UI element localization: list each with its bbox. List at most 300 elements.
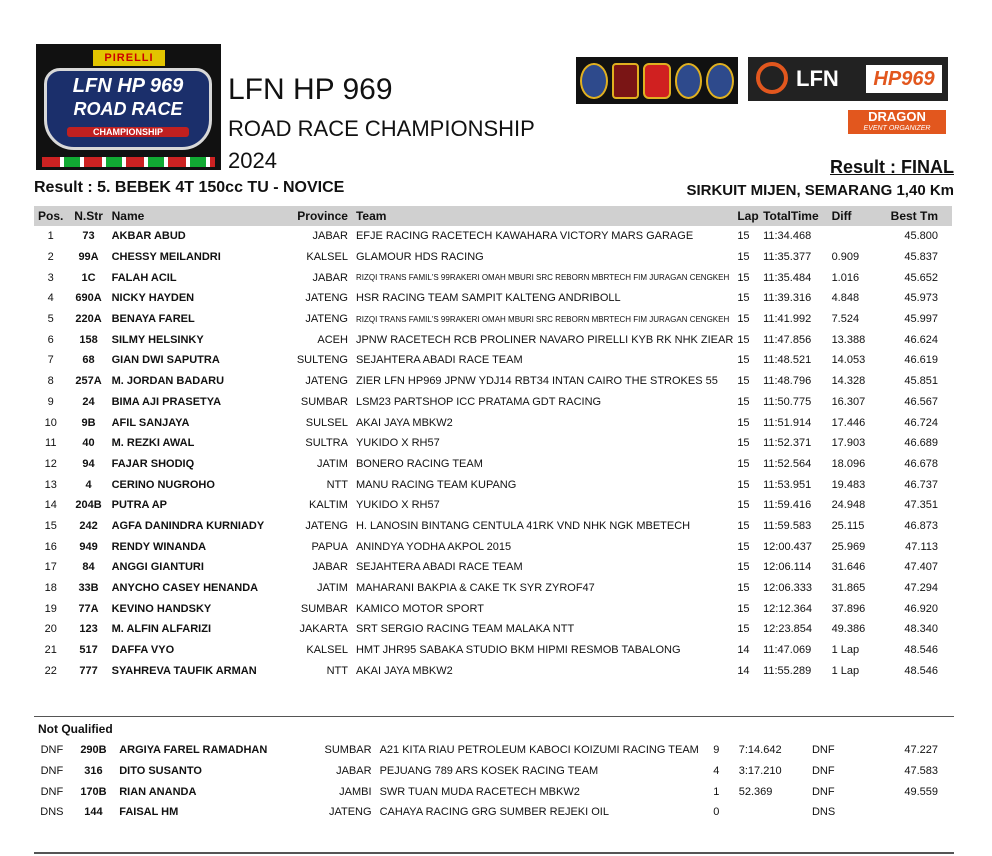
cell-best: 47.351 xyxy=(904,499,938,512)
table-row xyxy=(34,350,952,371)
table-row xyxy=(34,740,952,761)
not-qualified-table xyxy=(34,740,952,823)
emblem-icon xyxy=(580,63,608,99)
cell-name: RENDY WINANDA xyxy=(111,540,207,553)
cell-best: 45.837 xyxy=(904,251,938,264)
cell-team: CAHAYA RACING GRG SUMBER REJEKI OIL xyxy=(379,806,609,819)
col-name: Name xyxy=(111,209,145,223)
cell-lap: 15 xyxy=(737,313,750,326)
cell-best xyxy=(871,802,952,823)
table-row xyxy=(34,474,952,495)
cell-pos: DNF xyxy=(40,785,64,798)
cell-lap: 15 xyxy=(737,623,750,636)
cell-diff: DNF xyxy=(811,785,835,798)
table-row xyxy=(34,781,952,802)
table-row xyxy=(34,247,952,268)
cell-lap: 15 xyxy=(737,292,750,305)
cell-team: MANU RACING TEAM KUPANG xyxy=(355,478,517,491)
cell-diff: 1 Lap xyxy=(831,664,860,677)
hp969-text: HP969 xyxy=(866,65,942,93)
table-row xyxy=(34,329,952,350)
cell-province: SULSEL xyxy=(305,416,348,429)
cell-lap: 9 xyxy=(713,744,720,757)
table-row xyxy=(34,454,952,475)
cell-team: A21 KITA RIAU PETROLEUM KABOCI KOIZUMI RACING TEAM xyxy=(379,744,699,757)
cell-diff: 18.096 xyxy=(831,457,866,470)
cell-province: SUMBAR xyxy=(300,395,348,408)
logo-shield xyxy=(44,68,212,150)
emblem-icon xyxy=(675,63,703,99)
cell-pos: 8 xyxy=(47,375,54,388)
cell-best: 48.546 xyxy=(904,644,938,657)
cell-province: JABAR xyxy=(312,271,348,284)
col-best: Best Tm xyxy=(890,209,938,223)
cell-province: NTT xyxy=(326,478,348,491)
cell-name: BENAYA FAREL xyxy=(111,313,195,326)
cell-totaltime: 52.369 xyxy=(738,785,773,798)
cell-totaltime: 11:59.583 xyxy=(763,519,812,532)
cell-number: 1C xyxy=(81,271,96,284)
table-row xyxy=(34,433,952,454)
emblem-icon xyxy=(706,63,734,99)
cell-province: JATENG xyxy=(305,519,348,532)
cell-pos: 6 xyxy=(47,333,54,346)
cell-province: PAPUA xyxy=(311,540,348,553)
cell-team: BONERO RACING TEAM xyxy=(355,457,483,470)
table-row xyxy=(34,802,952,823)
cell-lap: 0 xyxy=(713,806,720,819)
cell-lap: 15 xyxy=(737,271,750,284)
cell-diff: 14.328 xyxy=(831,375,866,388)
cell-team: YUKIDO X RH57 xyxy=(355,499,440,512)
cell-diff: 4.848 xyxy=(831,292,860,305)
cell-name: KEVINO HANDSKY xyxy=(111,602,212,615)
table-row xyxy=(34,267,952,288)
cell-team: HSR RACING TEAM SAMPIT KALTENG ANDRIBOLL xyxy=(355,292,621,305)
cell-totaltime: 11:35.377 xyxy=(763,251,812,264)
cell-lap: 15 xyxy=(737,375,750,388)
cell-pos: DNF xyxy=(40,744,64,757)
cell-name: M. REZKI AWAL xyxy=(111,437,195,450)
table-row xyxy=(34,557,952,578)
cell-name: CERINO NUGROHO xyxy=(111,478,215,491)
cell-pos: 22 xyxy=(44,664,57,677)
cell-lap: 15 xyxy=(737,230,750,243)
cell-totaltime: 12:00.437 xyxy=(763,540,812,553)
table-row xyxy=(34,516,952,537)
cell-number: 220A xyxy=(75,313,102,326)
cell-best: 45.973 xyxy=(904,292,938,305)
cell-diff: 1 Lap xyxy=(831,644,860,657)
cell-pos: 11 xyxy=(45,437,57,450)
event-year: 2024 xyxy=(228,148,277,173)
cell-diff: 1.016 xyxy=(831,271,860,284)
cell-totaltime: 11:48.521 xyxy=(763,354,812,367)
cell-diff: DNF xyxy=(811,765,835,778)
cell-best: 45.997 xyxy=(904,313,938,326)
cell-totaltime: 3:17.210 xyxy=(738,765,782,778)
cell-diff: 19.483 xyxy=(831,478,866,491)
cell-lap: 4 xyxy=(713,765,720,778)
lfn-hp969-logo xyxy=(748,57,948,101)
government-badges xyxy=(576,57,738,104)
cell-team: EFJE RACING RACETECH KAWAHARA VICTORY MARS GARAGE xyxy=(355,230,694,243)
cell-number: 68 xyxy=(82,354,95,367)
cell-name: M. JORDAN BADARU xyxy=(111,375,225,388)
cell-totaltime: 11:48.796 xyxy=(763,375,812,388)
table-row xyxy=(34,288,952,309)
bottom-divider xyxy=(34,852,954,854)
cell-lap: 15 xyxy=(737,416,750,429)
circuit-info: SIRKUIT MIJEN, SEMARANG 1,40 Km xyxy=(686,182,954,199)
cell-best: 46.689 xyxy=(904,437,938,450)
cell-number: 290B xyxy=(80,744,107,757)
cell-number: 517 xyxy=(79,644,98,657)
cell-name: FAJAR SHODIQ xyxy=(111,457,195,470)
cell-totaltime: 11:47.856 xyxy=(763,333,812,346)
nq-body xyxy=(34,740,952,823)
results-table xyxy=(34,206,952,681)
cell-team: LSM23 PARTSHOP ICC PRATAMA GDT RACING xyxy=(355,395,602,408)
cell-best: 46.619 xyxy=(904,354,938,367)
championship-logo xyxy=(36,44,221,170)
cell-number: 949 xyxy=(79,540,98,553)
cell-name: DITO SUSANTO xyxy=(119,765,202,778)
cell-best: 45.851 xyxy=(904,375,938,388)
cell-totaltime: 11:41.992 xyxy=(763,313,812,326)
cell-name: ARGIYA FAREL RAMADHAN xyxy=(119,744,268,757)
table-row xyxy=(34,371,952,392)
cell-totaltime: 11:52.371 xyxy=(763,437,812,450)
cell-lap: 15 xyxy=(737,251,750,264)
cell-name: AKBAR ABUD xyxy=(111,230,186,243)
cell-lap: 15 xyxy=(737,561,750,574)
cell-pos: 9 xyxy=(47,395,54,408)
table-row xyxy=(34,578,952,599)
class-result-title: Result : 5. BEBEK 4T 150cc TU - NOVICE xyxy=(34,179,345,196)
table-header xyxy=(34,206,952,226)
cell-lap: 15 xyxy=(737,519,750,532)
cell-number: 316 xyxy=(84,765,103,778)
cell-team: SRT SERGIO RACING TEAM MALAKA NTT xyxy=(355,623,575,636)
cell-name: BIMA AJI PRASETYA xyxy=(111,395,222,408)
cell-lap: 15 xyxy=(737,582,750,595)
cell-number: 123 xyxy=(79,623,98,636)
cell-diff xyxy=(830,226,883,247)
dragon-eo-logo xyxy=(848,110,946,134)
cell-number: 99A xyxy=(78,251,99,264)
cell-number: 33B xyxy=(78,582,99,595)
cell-team: AKAI JAYA MBKW2 xyxy=(355,664,453,677)
emblem-icon xyxy=(643,63,671,99)
cell-diff: 14.053 xyxy=(831,354,866,367)
cell-number: 73 xyxy=(82,230,95,243)
event-title: LFN HP 969 xyxy=(228,73,393,106)
cell-pos: DNS xyxy=(40,806,64,819)
cell-number: 777 xyxy=(79,664,98,677)
cell-team: GLAMOUR HDS RACING xyxy=(355,251,484,264)
cell-number: 144 xyxy=(84,806,103,819)
cell-pos: 4 xyxy=(47,292,54,305)
cell-best: 47.227 xyxy=(904,744,938,757)
cell-best: 46.724 xyxy=(904,416,938,429)
cell-province: SUMBAR xyxy=(324,744,372,757)
cell-totaltime: 11:53.951 xyxy=(763,478,812,491)
cell-number: 84 xyxy=(82,561,95,574)
cell-pos: 19 xyxy=(44,602,57,615)
cell-name: FAISAL HM xyxy=(119,806,179,819)
cell-province: KALTIM xyxy=(309,499,348,512)
cell-totaltime: 12:06.333 xyxy=(763,582,812,595)
cell-totaltime: 11:51.914 xyxy=(763,416,812,429)
cell-totaltime: 7:14.642 xyxy=(738,744,782,757)
cell-best: 46.678 xyxy=(904,457,938,470)
cell-name: NICKY HAYDEN xyxy=(111,292,195,305)
col-pos: Pos. xyxy=(38,209,64,223)
cell-totaltime: 12:12.364 xyxy=(763,602,812,615)
cell-totaltime: 11:52.564 xyxy=(763,457,812,470)
cell-name: SILMY HELSINKY xyxy=(111,333,204,346)
cell-pos: 18 xyxy=(44,582,57,595)
col-number: N.Str xyxy=(74,209,103,223)
cell-number: 690A xyxy=(75,292,102,305)
cell-pos: 16 xyxy=(44,540,57,553)
cell-team: ANINDYA YODHA AKPOL 2015 xyxy=(355,540,512,553)
cell-diff: 17.903 xyxy=(831,437,866,450)
cell-lap: 15 xyxy=(737,499,750,512)
cell-best: 46.737 xyxy=(904,478,938,491)
cell-lap: 15 xyxy=(737,354,750,367)
cell-number: 158 xyxy=(79,333,98,346)
cell-diff: 37.896 xyxy=(831,602,866,615)
cell-pos: 13 xyxy=(44,478,57,491)
cell-best: 46.567 xyxy=(904,395,938,408)
table-row xyxy=(34,392,952,413)
cell-pos: 10 xyxy=(44,416,57,429)
cell-name: DAFFA VYO xyxy=(111,644,175,657)
cell-totaltime: 12:06.114 xyxy=(763,561,812,574)
dragon-subtext: EVENT ORGANIZER xyxy=(863,125,931,132)
cell-diff: 31.865 xyxy=(831,582,866,595)
cell-team: RIZQI TRANS FAMIL'S 99RAKERI OMAH MBURI SRC REBORN MBRTECH FIM JURAGAN CENGKEH xyxy=(355,273,730,283)
cell-pos: 7 xyxy=(47,354,54,367)
cell-diff: 49.386 xyxy=(831,623,866,636)
col-team: Team xyxy=(355,209,387,223)
cell-totaltime xyxy=(737,802,810,823)
cell-best: 45.800 xyxy=(904,230,938,243)
cell-team: ZIER LFN HP969 JPNW YDJ14 RBT34 INTAN CAIRO THE STROKES 55 xyxy=(355,375,718,388)
cell-number: 40 xyxy=(82,437,95,450)
cell-totaltime: 11:39.316 xyxy=(763,292,812,305)
cell-lap: 14 xyxy=(737,664,750,677)
cell-diff: 16.307 xyxy=(831,395,866,408)
cell-pos: 5 xyxy=(47,313,54,326)
dragon-text: DRAGON xyxy=(868,109,926,124)
cell-best: 47.407 xyxy=(904,561,938,574)
cell-lap: 15 xyxy=(737,457,750,470)
cell-number: 9B xyxy=(81,416,96,429)
cell-province: JATENG xyxy=(305,292,348,305)
cell-province: JATIM xyxy=(317,457,348,470)
section-divider xyxy=(34,716,954,717)
logo-line-2: ROAD RACE xyxy=(73,99,183,119)
table-row xyxy=(34,640,952,661)
cell-diff: 7.524 xyxy=(831,313,860,326)
cell-pos: 21 xyxy=(44,644,57,657)
cell-number: 24 xyxy=(82,395,95,408)
cell-totaltime: 11:50.775 xyxy=(763,395,812,408)
table-row xyxy=(34,309,952,330)
cell-name: ANGGI GIANTURI xyxy=(111,561,204,574)
cell-name: SYAHREVA TAUFIK ARMAN xyxy=(111,664,257,677)
cell-name: ANYCHO CASEY HENANDA xyxy=(111,582,259,595)
col-province: Province xyxy=(297,209,348,223)
cell-team: JPNW RACETECH RCB PROLINER NAVARO PIRELLI KYB RK NHK ZIEAR xyxy=(355,333,734,346)
sponsor-strip xyxy=(42,157,215,167)
cell-province: ACEH xyxy=(317,333,348,346)
cell-province: KALSEL xyxy=(306,251,348,264)
cell-name: AFIL SANJAYA xyxy=(111,416,190,429)
cell-province: JATENG xyxy=(305,375,348,388)
pirelli-logo: PIRELLI xyxy=(93,50,165,66)
cell-diff: DNF xyxy=(811,744,835,757)
cell-best: 48.340 xyxy=(904,623,938,636)
cell-province: SULTRA xyxy=(305,437,348,450)
cell-number: 77A xyxy=(78,602,99,615)
lfn-circle-icon xyxy=(756,62,788,94)
cell-team: HMT JHR95 SABAKA STUDIO BKM HIPMI RESMOB TABALONG xyxy=(355,644,681,657)
cell-lap: 15 xyxy=(737,478,750,491)
cell-best: 46.624 xyxy=(904,333,938,346)
cell-lap: 15 xyxy=(737,540,750,553)
cell-province: JABAR xyxy=(312,230,348,243)
cell-name: RIAN ANANDA xyxy=(119,785,197,798)
cell-name: PUTRA AP xyxy=(111,499,168,512)
cell-pos: DNF xyxy=(40,765,64,778)
cell-province: JATENG xyxy=(305,313,348,326)
cell-team: H. LANOSIN BINTANG CENTULA 41RK VND NHK NGK MBETECH xyxy=(355,519,691,532)
cell-best: 48.546 xyxy=(904,664,938,677)
cell-totaltime: 11:47.069 xyxy=(763,644,812,657)
cell-totaltime: 11:35.484 xyxy=(763,271,812,284)
table-row xyxy=(34,619,952,640)
cell-province: SULTENG xyxy=(296,354,348,367)
cell-province: NTT xyxy=(326,664,348,677)
emblem-icon xyxy=(612,63,640,99)
table-row xyxy=(34,660,952,681)
cell-lap: 1 xyxy=(713,785,720,798)
cell-pos: 15 xyxy=(44,519,57,532)
cell-team: PEJUANG 789 ARS KOSEK RACING TEAM xyxy=(379,765,599,778)
cell-pos: 2 xyxy=(47,251,54,264)
cell-team: SEJAHTERA ABADI RACE TEAM xyxy=(355,354,523,367)
cell-pos: 12 xyxy=(44,457,57,470)
cell-number: 242 xyxy=(79,519,98,532)
cell-province: SUMBAR xyxy=(300,602,348,615)
cell-number: 94 xyxy=(82,457,95,470)
table-row xyxy=(34,412,952,433)
cell-province: JAMBI xyxy=(339,785,372,798)
cell-team: RIZQI TRANS FAMIL'S 99RAKERI OMAH MBURI SRC REBORN MBRTECH FIM JURAGAN CENGKEH xyxy=(355,314,730,324)
col-totaltime: TotalTime xyxy=(763,209,819,223)
cell-name: CHESSY MEILANDRI xyxy=(111,251,221,264)
cell-lap: 15 xyxy=(737,602,750,615)
cell-number: 257A xyxy=(75,375,102,388)
cell-province: JATIM xyxy=(317,582,348,595)
cell-pos: 20 xyxy=(44,623,57,636)
event-subtitle: ROAD RACE CHAMPIONSHIP xyxy=(228,116,535,141)
cell-team: YUKIDO X RH57 xyxy=(355,437,440,450)
cell-best: 46.920 xyxy=(904,602,938,615)
cell-best: 47.583 xyxy=(904,765,938,778)
cell-province: JATENG xyxy=(328,806,372,819)
cell-lap: 15 xyxy=(737,333,750,346)
cell-diff: 31.646 xyxy=(831,561,866,574)
cell-totaltime: 11:59.416 xyxy=(763,499,812,512)
col-lap: Lap xyxy=(737,209,759,223)
table-row xyxy=(34,536,952,557)
cell-diff: 24.948 xyxy=(831,499,866,512)
lfn-text: LFN xyxy=(796,66,839,91)
cell-diff: 13.388 xyxy=(831,333,866,346)
cell-best: 47.294 xyxy=(904,582,938,595)
cell-name: GIAN DWI SAPUTRA xyxy=(111,354,220,367)
cell-team: SWR TUAN MUDA RACETECH MBKW2 xyxy=(379,785,580,798)
cell-pos: 3 xyxy=(47,271,54,284)
cell-diff: 17.446 xyxy=(831,416,866,429)
logo-line-3: CHAMPIONSHIP xyxy=(67,127,189,137)
cell-diff: DNS xyxy=(811,806,836,819)
cell-team: KAMICO MOTOR SPORT xyxy=(355,602,484,615)
cell-best: 49.559 xyxy=(904,785,938,798)
cell-diff: 25.115 xyxy=(831,519,865,532)
cell-totaltime: 11:55.289 xyxy=(763,664,812,677)
cell-team: AKAI JAYA MBKW2 xyxy=(355,416,453,429)
cell-pos: 1 xyxy=(47,230,54,243)
table-row xyxy=(34,598,952,619)
cell-lap: 14 xyxy=(737,644,750,657)
cell-name: M. ALFIN ALFARIZI xyxy=(111,623,212,636)
results-body xyxy=(34,226,952,681)
col-diff: Diff xyxy=(831,209,852,223)
cell-team: MAHARANI BAKPIA & CAKE TK SYR ZYROF47 xyxy=(355,582,595,595)
cell-province: JAKARTA xyxy=(299,623,348,636)
cell-best: 47.113 xyxy=(905,540,938,553)
cell-name: AGFA DANINDRA KURNIADY xyxy=(111,519,265,532)
cell-best: 45.652 xyxy=(904,271,938,284)
cell-totaltime: 11:34.468 xyxy=(763,230,812,243)
cell-diff: 0.909 xyxy=(831,251,860,264)
logo-line-1: LFN HP 969 xyxy=(72,75,184,97)
cell-pos: 17 xyxy=(44,561,57,574)
cell-province: KALSEL xyxy=(306,644,348,657)
table-row xyxy=(34,226,952,247)
cell-lap: 15 xyxy=(737,437,750,450)
cell-number: 4 xyxy=(85,478,92,491)
cell-totaltime: 12:23.854 xyxy=(763,623,812,636)
table-row xyxy=(34,495,952,516)
cell-number: 204B xyxy=(75,499,102,512)
cell-diff: 25.969 xyxy=(831,540,866,553)
cell-team: SEJAHTERA ABADI RACE TEAM xyxy=(355,561,523,574)
result-final: Result : FINAL xyxy=(830,157,954,177)
cell-name: FALAH ACIL xyxy=(111,271,177,284)
cell-best: 46.873 xyxy=(904,519,938,532)
cell-pos: 14 xyxy=(44,499,57,512)
cell-number: 170B xyxy=(80,785,107,798)
table-row xyxy=(34,761,952,782)
cell-province: JABAR xyxy=(312,561,348,574)
